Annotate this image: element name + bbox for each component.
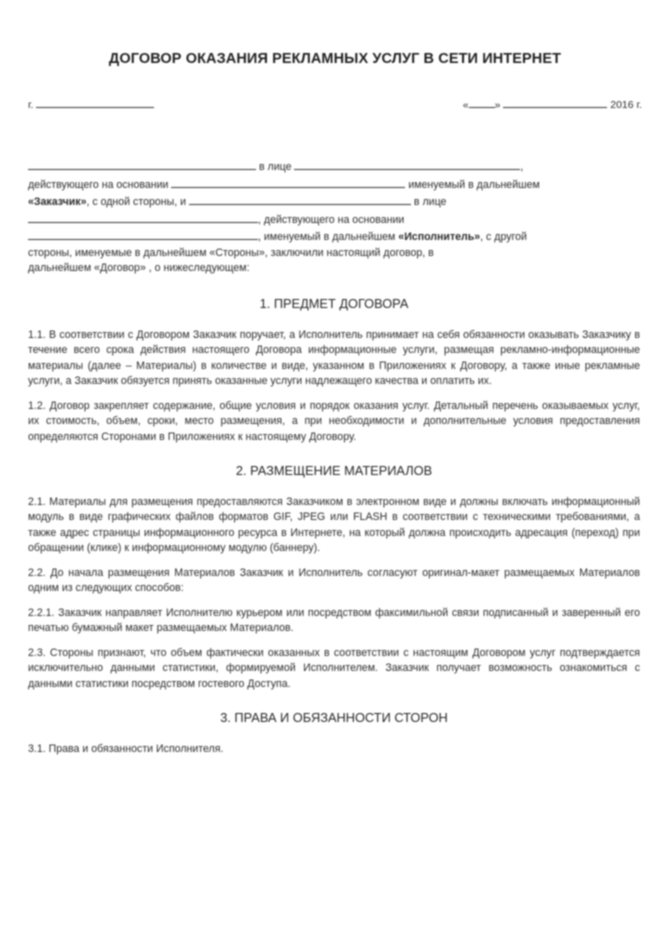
paragraph: 2.2. До начала размещения Материалов Заказчик и Исполнитель согласуют оригинал-макет размещаемых Материалов одним из следующих способов: bbox=[28, 566, 640, 594]
document-title: ДОГОВОР ОКАЗАНИЯ РЕКЛАМНЫХ УСЛУГ В СЕТИ ИНТЕРНЕТ bbox=[108, 51, 562, 67]
date-close-quote: » bbox=[494, 99, 501, 111]
party-1-rep-blank bbox=[294, 158, 520, 170]
day-blank bbox=[469, 96, 495, 108]
contractor-term: «Исполнитель» bbox=[398, 231, 481, 243]
preamble-line-4: , действующего на основании bbox=[28, 211, 640, 229]
preamble-line-1: в лице , bbox=[28, 158, 640, 176]
section-heading: 2. РАЗМЕЩЕНИЕ МАТЕРИАЛОВ bbox=[235, 463, 433, 478]
paragraph: 1.2. Договор закрепляет содержание, общие условия и порядок оказания услуг. Детальный перечень оказываемых услуг, их стоимость, объем, сроки, место размещения, а при необходимости и дополнительные условия предоставления определяются Сторонами в Приложениях к настоящему Договору. bbox=[28, 399, 640, 443]
party-1-blank bbox=[28, 158, 256, 170]
section-heading: 3. ПРАВА И ОБЯЗАННОСТИ СТОРОН bbox=[220, 710, 448, 725]
contract-sections bbox=[28, 296, 640, 766]
preamble bbox=[28, 158, 640, 277]
party-1-basis-blank bbox=[171, 176, 405, 188]
preamble-line-6: стороны, именуемые в дальнейшем «Стороны», заключили настоящий договор, в bbox=[28, 246, 434, 259]
section-heading: 1. ПРЕДМЕТ ДОГОВОРА bbox=[259, 296, 409, 311]
party-2-rep-blank bbox=[28, 211, 258, 223]
date-open-quote: « bbox=[462, 99, 469, 111]
preamble-line-2: действующего на основании именуемый в дальнейшем bbox=[28, 176, 640, 194]
preamble-line-3: «Заказчик», с одной стороны, и в лице bbox=[28, 193, 640, 211]
party-2-blank bbox=[189, 193, 411, 205]
date-year: 2016 г. bbox=[610, 99, 642, 111]
paragraph: 2.3. Стороны признают, что объем фактически оказанных в соответствии с настоящим Договором услуг подтверждается исключительно данными статистики, формируемой Исполнителем. Заказчик получает возможность ознакомиться с данными статистики посредством гостевого Доступа. bbox=[28, 646, 640, 690]
customer-term: «Заказчик» bbox=[28, 196, 87, 208]
city-prefix: г. bbox=[28, 99, 34, 111]
paragraph: 2.1. Материалы для размещения предоставляются Заказчиком в электронном виде и должны включать информационный модуль в виде графических файлов форматов GIF, JPEG или FLASH в соответствии с техническими требованиями, а также адрес страницы информационного ресурса в Интернете, на который должна происходить адресация (переход) при обращении (клике) к информационному модулю (баннеру). bbox=[28, 495, 640, 554]
paragraph: 1.1. В соответствии с Договором Заказчик поручает, а Исполнитель принимает на себя обязанности оказывать Заказчику в течение всего срока действия настоящего Договора информационные услуги, размещая рекламно-информационные материалы (далее – Материалы) в количестве и виде, указанном в Приложениях к Договору, а также иные рекламные услуги, а Заказчик обязуется принять оказанные услуги надлежащего качества и оплатить их. bbox=[28, 328, 640, 387]
date-field bbox=[463, 96, 642, 114]
month-blank bbox=[503, 96, 607, 108]
city-blank bbox=[36, 96, 154, 108]
city-field bbox=[28, 96, 154, 114]
paragraph: 2.2.1. Заказчик направляет Исполнителю курьером или посредством факсимильной связи подписанный и заверенный его печатью бумажный макет размещаемых Материалов. bbox=[28, 606, 640, 634]
preamble-line-5: , именуемый в дальнейшем «Исполнитель», с другой bbox=[28, 228, 640, 246]
preamble-line-7: дальнейшем «Договор» , о нижеследующем: bbox=[28, 262, 250, 274]
party-2-basis-blank bbox=[28, 228, 258, 240]
paragraph: 3.1. Права и обязанности Исполнителя. bbox=[28, 742, 224, 755]
